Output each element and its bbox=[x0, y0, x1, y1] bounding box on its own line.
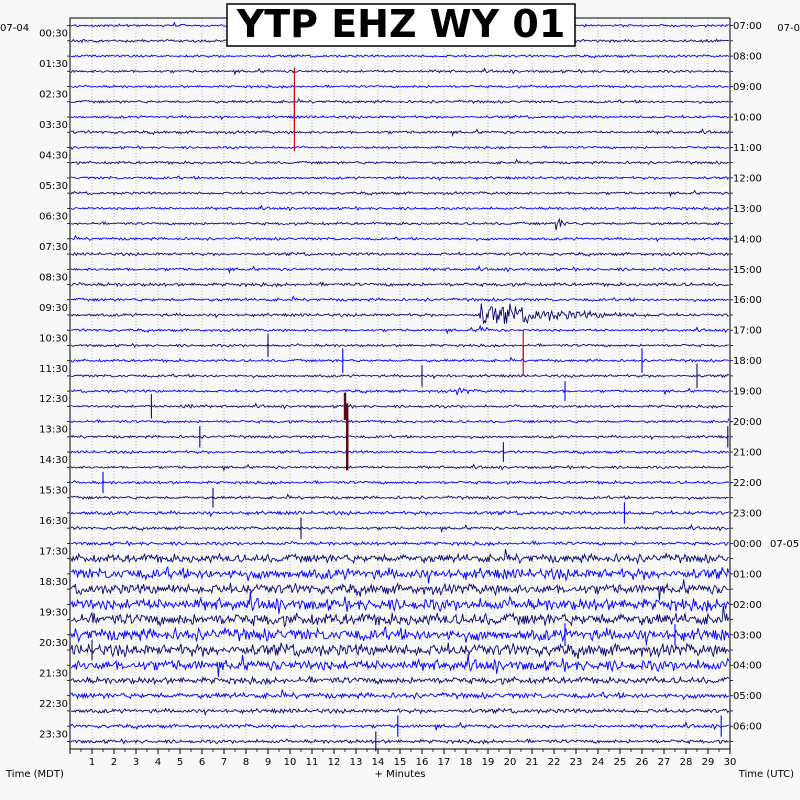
right-time-label: 15:00 bbox=[733, 264, 762, 276]
left-time-label: 04:30 bbox=[39, 150, 68, 162]
x-tick-label: 23 bbox=[569, 757, 583, 768]
left-time-label: 13:30 bbox=[39, 424, 68, 436]
x-tick-label: 11 bbox=[305, 757, 319, 768]
x-tick-label: 4 bbox=[154, 757, 162, 768]
x-tick-label: 14 bbox=[371, 757, 385, 768]
left-time-label: 17:30 bbox=[39, 546, 68, 558]
x-tick-label: 28 bbox=[679, 757, 693, 768]
x-tick-label: 27 bbox=[657, 757, 671, 768]
x-tick-label: 1 bbox=[88, 757, 96, 768]
right-axis-label: Time (UTC) bbox=[738, 769, 794, 780]
x-tick-label: 13 bbox=[349, 757, 363, 768]
x-tick-label: 30 bbox=[723, 757, 737, 768]
right-time-label: 22:00 bbox=[733, 477, 762, 489]
right-date-label: 07-0 bbox=[777, 23, 800, 34]
right-time-label: 13:00 bbox=[733, 203, 762, 215]
left-time-label: 22:30 bbox=[39, 698, 68, 710]
x-tick-label: 9 bbox=[264, 757, 272, 768]
x-tick-label: 10 bbox=[283, 757, 297, 768]
left-axis-label: Time (MDT) bbox=[6, 769, 64, 780]
right-time-label: 10:00 bbox=[733, 112, 762, 124]
x-tick-label: 29 bbox=[701, 757, 715, 768]
right-time-label: 21:00 bbox=[733, 447, 762, 459]
right-time-label: 00:00 bbox=[733, 538, 762, 550]
x-tick-label: 12 bbox=[327, 757, 341, 768]
left-time-label: 07:30 bbox=[39, 241, 68, 253]
x-tick-label: 19 bbox=[481, 757, 495, 768]
right-date-change-label: 07-05 bbox=[770, 538, 800, 550]
x-tick-label: 16 bbox=[415, 757, 429, 768]
right-time-label: 19:00 bbox=[733, 386, 762, 398]
x-tick-label: 25 bbox=[613, 757, 627, 768]
x-tick-label: 7 bbox=[220, 757, 228, 768]
x-tick-label: 17 bbox=[437, 757, 451, 768]
right-time-label: 06:00 bbox=[733, 721, 762, 733]
left-time-label: 09:30 bbox=[39, 302, 68, 314]
left-time-label: 19:30 bbox=[39, 607, 68, 619]
left-time-label: 16:30 bbox=[39, 516, 68, 528]
x-tick-label: 15 bbox=[393, 757, 407, 768]
x-tick-label: 24 bbox=[591, 757, 605, 768]
x-tick-label: 6 bbox=[198, 757, 206, 768]
right-time-label: 09:00 bbox=[733, 82, 762, 94]
left-time-label: 23:30 bbox=[39, 729, 68, 741]
x-tick-label: 26 bbox=[635, 757, 649, 768]
x-tick-label: 2 bbox=[110, 757, 118, 768]
x-tick-label: 5 bbox=[176, 757, 184, 768]
x-axis-label: + Minutes bbox=[374, 769, 426, 780]
right-time-label: 05:00 bbox=[733, 691, 762, 703]
left-time-label: 12:30 bbox=[39, 394, 68, 406]
left-time-label: 00:30 bbox=[39, 28, 68, 40]
left-time-label: 06:30 bbox=[39, 211, 68, 223]
left-time-label: 10:30 bbox=[39, 333, 68, 345]
right-time-label: 18:00 bbox=[733, 356, 762, 368]
right-time-label: 11:00 bbox=[733, 142, 762, 154]
left-time-label: 11:30 bbox=[39, 363, 68, 375]
right-time-label: 14:00 bbox=[733, 234, 762, 246]
left-date-label: 07-04 bbox=[0, 23, 30, 34]
left-time-label: 08:30 bbox=[39, 272, 68, 284]
left-time-label: 20:30 bbox=[39, 637, 68, 649]
left-time-label: 01:30 bbox=[39, 59, 68, 71]
right-time-label: 02:00 bbox=[733, 599, 762, 611]
left-time-label: 02:30 bbox=[39, 89, 68, 101]
x-tick-label: 18 bbox=[459, 757, 473, 768]
right-time-label: 04:00 bbox=[733, 660, 762, 672]
left-time-label: 05:30 bbox=[39, 181, 68, 193]
left-time-label: 21:30 bbox=[39, 668, 68, 680]
right-time-label: 17:00 bbox=[733, 325, 762, 337]
right-time-label: 08:00 bbox=[733, 51, 762, 63]
right-time-label: 01:00 bbox=[733, 569, 762, 581]
right-time-label: 23:00 bbox=[733, 508, 762, 520]
right-time-label: 07:00 bbox=[733, 21, 762, 33]
x-tick-label: 3 bbox=[132, 757, 140, 768]
right-time-label: 16:00 bbox=[733, 295, 762, 307]
x-tick-label: 21 bbox=[525, 757, 539, 768]
left-time-label: 15:30 bbox=[39, 485, 68, 497]
right-time-label: 20:00 bbox=[733, 417, 762, 429]
left-time-label: 14:30 bbox=[39, 455, 68, 467]
x-tick-label: 22 bbox=[547, 757, 561, 768]
left-time-label: 03:30 bbox=[39, 120, 68, 132]
left-time-label: 18:30 bbox=[39, 576, 68, 588]
right-time-label: 03:00 bbox=[733, 630, 762, 642]
x-tick-label: 8 bbox=[242, 757, 250, 768]
chart-title: YTP EHZ WY 01 bbox=[236, 2, 566, 46]
x-tick-label: 20 bbox=[503, 757, 517, 768]
right-time-label: 12:00 bbox=[733, 173, 762, 185]
